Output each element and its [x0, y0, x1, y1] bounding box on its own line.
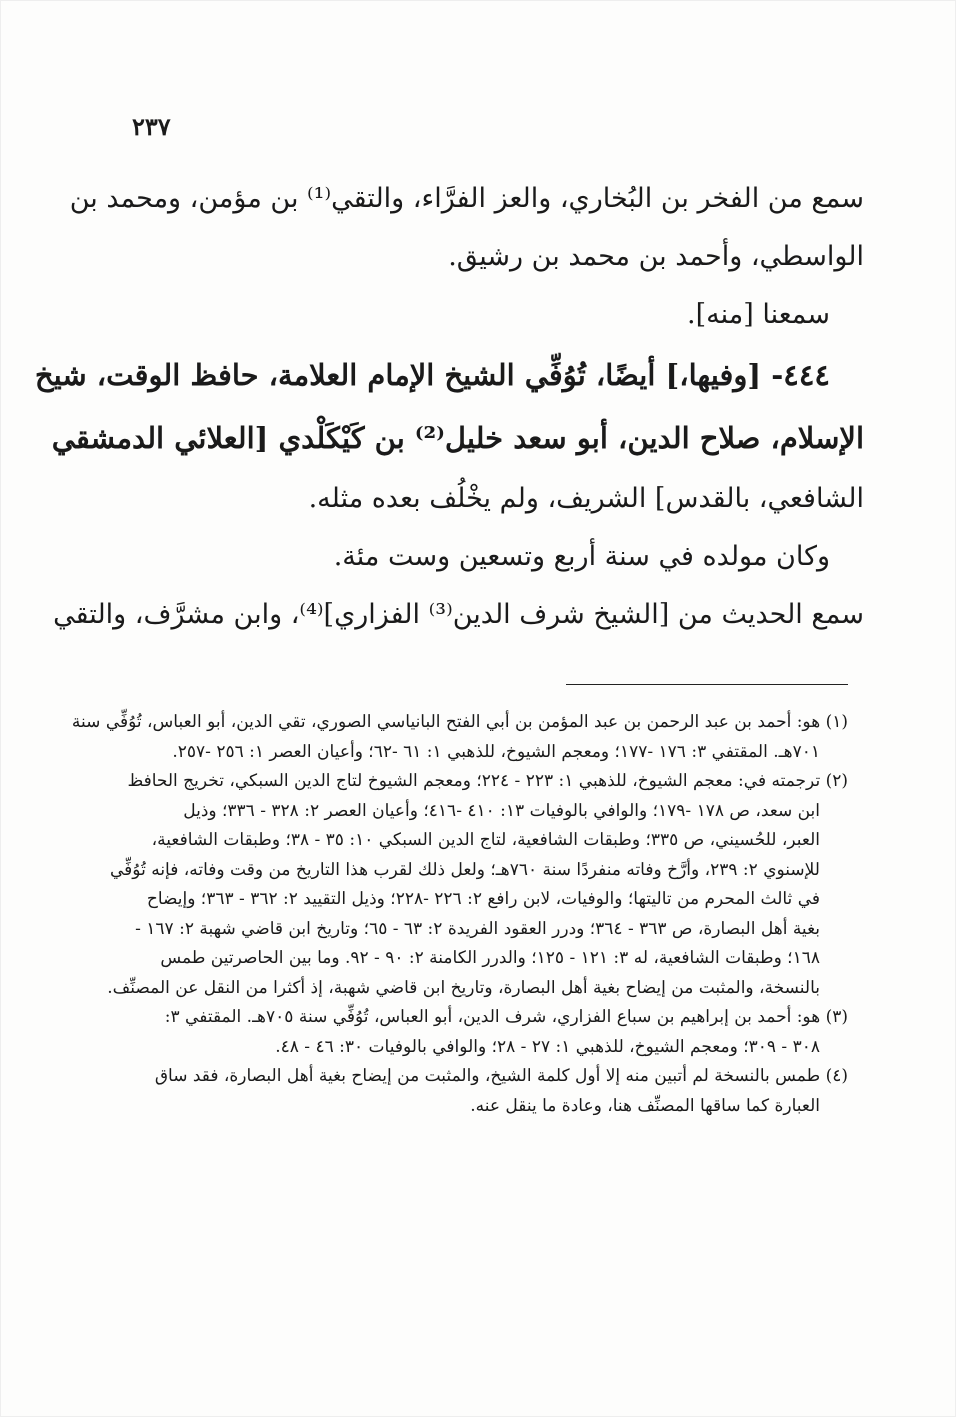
main-text — [34, 170, 864, 644]
footnote-3: (٣) هو: أحمد بن إبراهيم بن سباع الفزاري، شرف الدين، أبو العباس، تُوُفِّي سنة ٧٠٥هـ. المقتفي ٣: — [164, 1007, 848, 1027]
footnote-2-cont: للإسنوي ٢: ٢٣٩، وأرَّخ وفاته منفردًا سنة ٧٦٠هـ؛ ولعل ذلك لقرب هذا التاريخ من وقت وفاته، فإنه تُوُفِّي — [110, 859, 820, 880]
footnote-1: (١) هو: أحمد بن عبد الرحمن بن عبد المؤمن بن أبي الفتح البانياسي الصوري، تقي الدين، أبو العباس، تُوُفِّي سنة — [71, 712, 848, 732]
main-line: الواسطي، وأحمد بن محمد بن رشيق. — [448, 241, 864, 272]
footnote-4-cont: العبارة كما ساقها المصنِّف هنا، وعادة ما ينقل عنه. — [470, 1095, 820, 1116]
main-line: وكان مولده في سنة أربع وتسعين وست مئة. — [333, 541, 830, 572]
footnote-2-cont: بالنسخة، والمثبت من إيضاح بغية أهل البصارة، وتاريخ ابن قاضي شهبة، إذ أكثرا من النقل عن المصنِّف. — [107, 977, 820, 998]
main-line: سمعنا [منه]. — [687, 299, 830, 330]
entry-heading-line: الإسلام، صلاح الدين، أبو سعد خليل⁽²⁾ بن كَيْكَلْدي [العلائي الدمشقي — [51, 421, 864, 455]
footnote-2-cont: ابن سعد، ص ١٧٨ -١٧٩؛ والوافي بالوفيات ١٣: ٤١٠ -٤١٦؛ وأعيان العصر ٢: ٣٢٨ - ٣٣٦؛ وذيل — [183, 800, 820, 821]
footnote-4: (٤) طمس بالنسخة لم أتبين منه إلا أول كلمة الشيخ، والمثبت من إيضاح بغية أهل البصارة، فقد ساق — [154, 1066, 848, 1086]
main-line: الشافعي، بالقدس] الشريف، ولم يخْلُف بعده مثله. — [308, 483, 864, 514]
footnote-2-cont: ١٦٨؛ وطبقات الشافعية، له ٣: ١٢١ - ١٢٥؛ والدرر الكامنة ٢: ٩٠ - ٩٢. وما بين الحاصرتين طمس — [160, 948, 820, 968]
footnote-3-cont: ٣٠٨ - ٣٠٩؛ ومعجم الشيوخ، للذهبي ١: ٢٧ - ٢٨؛ والوافي بالوفيات ٣٠: ٤٦ - ٤٨. — [275, 1036, 820, 1057]
main-line: سمع من الفخر بن البُخاري، والعز الفرَّاء، والتقي⁽¹⁾ بن مؤمن، ومحمد بن — [69, 183, 864, 214]
footnotes — [71, 708, 848, 1121]
page-number: ٢٣٧ — [132, 112, 171, 141]
footnote-2-cont: بغية أهل البصارة، ص ٣٦٣ - ٣٦٤؛ ودرر العقود الفريدة ٢: ٦٣ - ٦٥؛ وتاريخ ابن قاضي شهبة ٢: ١٦٧ - — [135, 918, 820, 939]
footnote-1-cont: ٧٠١هـ. المقتفي ٣: ١٧٦ -١٧٧؛ ومعجم الشيوخ، للذهبي ١: ٦١ -٦٢؛ وأعيان العصر ١: ٢٥٦ -٢٥٧. — [172, 741, 820, 762]
footnote-2: (٢) ترجمته في: معجم الشيوخ، للذهبي ١: ٢٢٣ - ٢٢٤؛ ومعجم الشيوخ لتاج الدين السبكي، تخريج الحافظ — [127, 771, 848, 791]
footnote-separator — [566, 684, 848, 685]
footnote-2-cont: في ثالث المحرم من تاليتها؛ والوفيات، لابن رافع ٢: ٢٢٦ -٢٢٨؛ وذيل التقييد ٢: ٣٦٢ - ٣٦٣؛ وإيضاح — [146, 889, 820, 909]
main-line: سمع الحديث من [الشيخ شرف الدين⁽³⁾ الفزاري]⁽⁴⁾، وابن مشرَّف، والتقي — [53, 599, 864, 630]
entry-heading-line: ٤٤٤- [وفيها،] أيضًا، تُوُفِّي الشيخ الإمام العلامة، حافظ الوقت، شيخ — [34, 358, 830, 392]
footnote-2-cont: العبر، للحُسيني، ص ٣٣٥؛ وطبقات الشافعية، لتاج الدين السبكي ١٠: ٣٥ - ٣٨؛ وطبقات الشافعية، — [151, 830, 820, 850]
